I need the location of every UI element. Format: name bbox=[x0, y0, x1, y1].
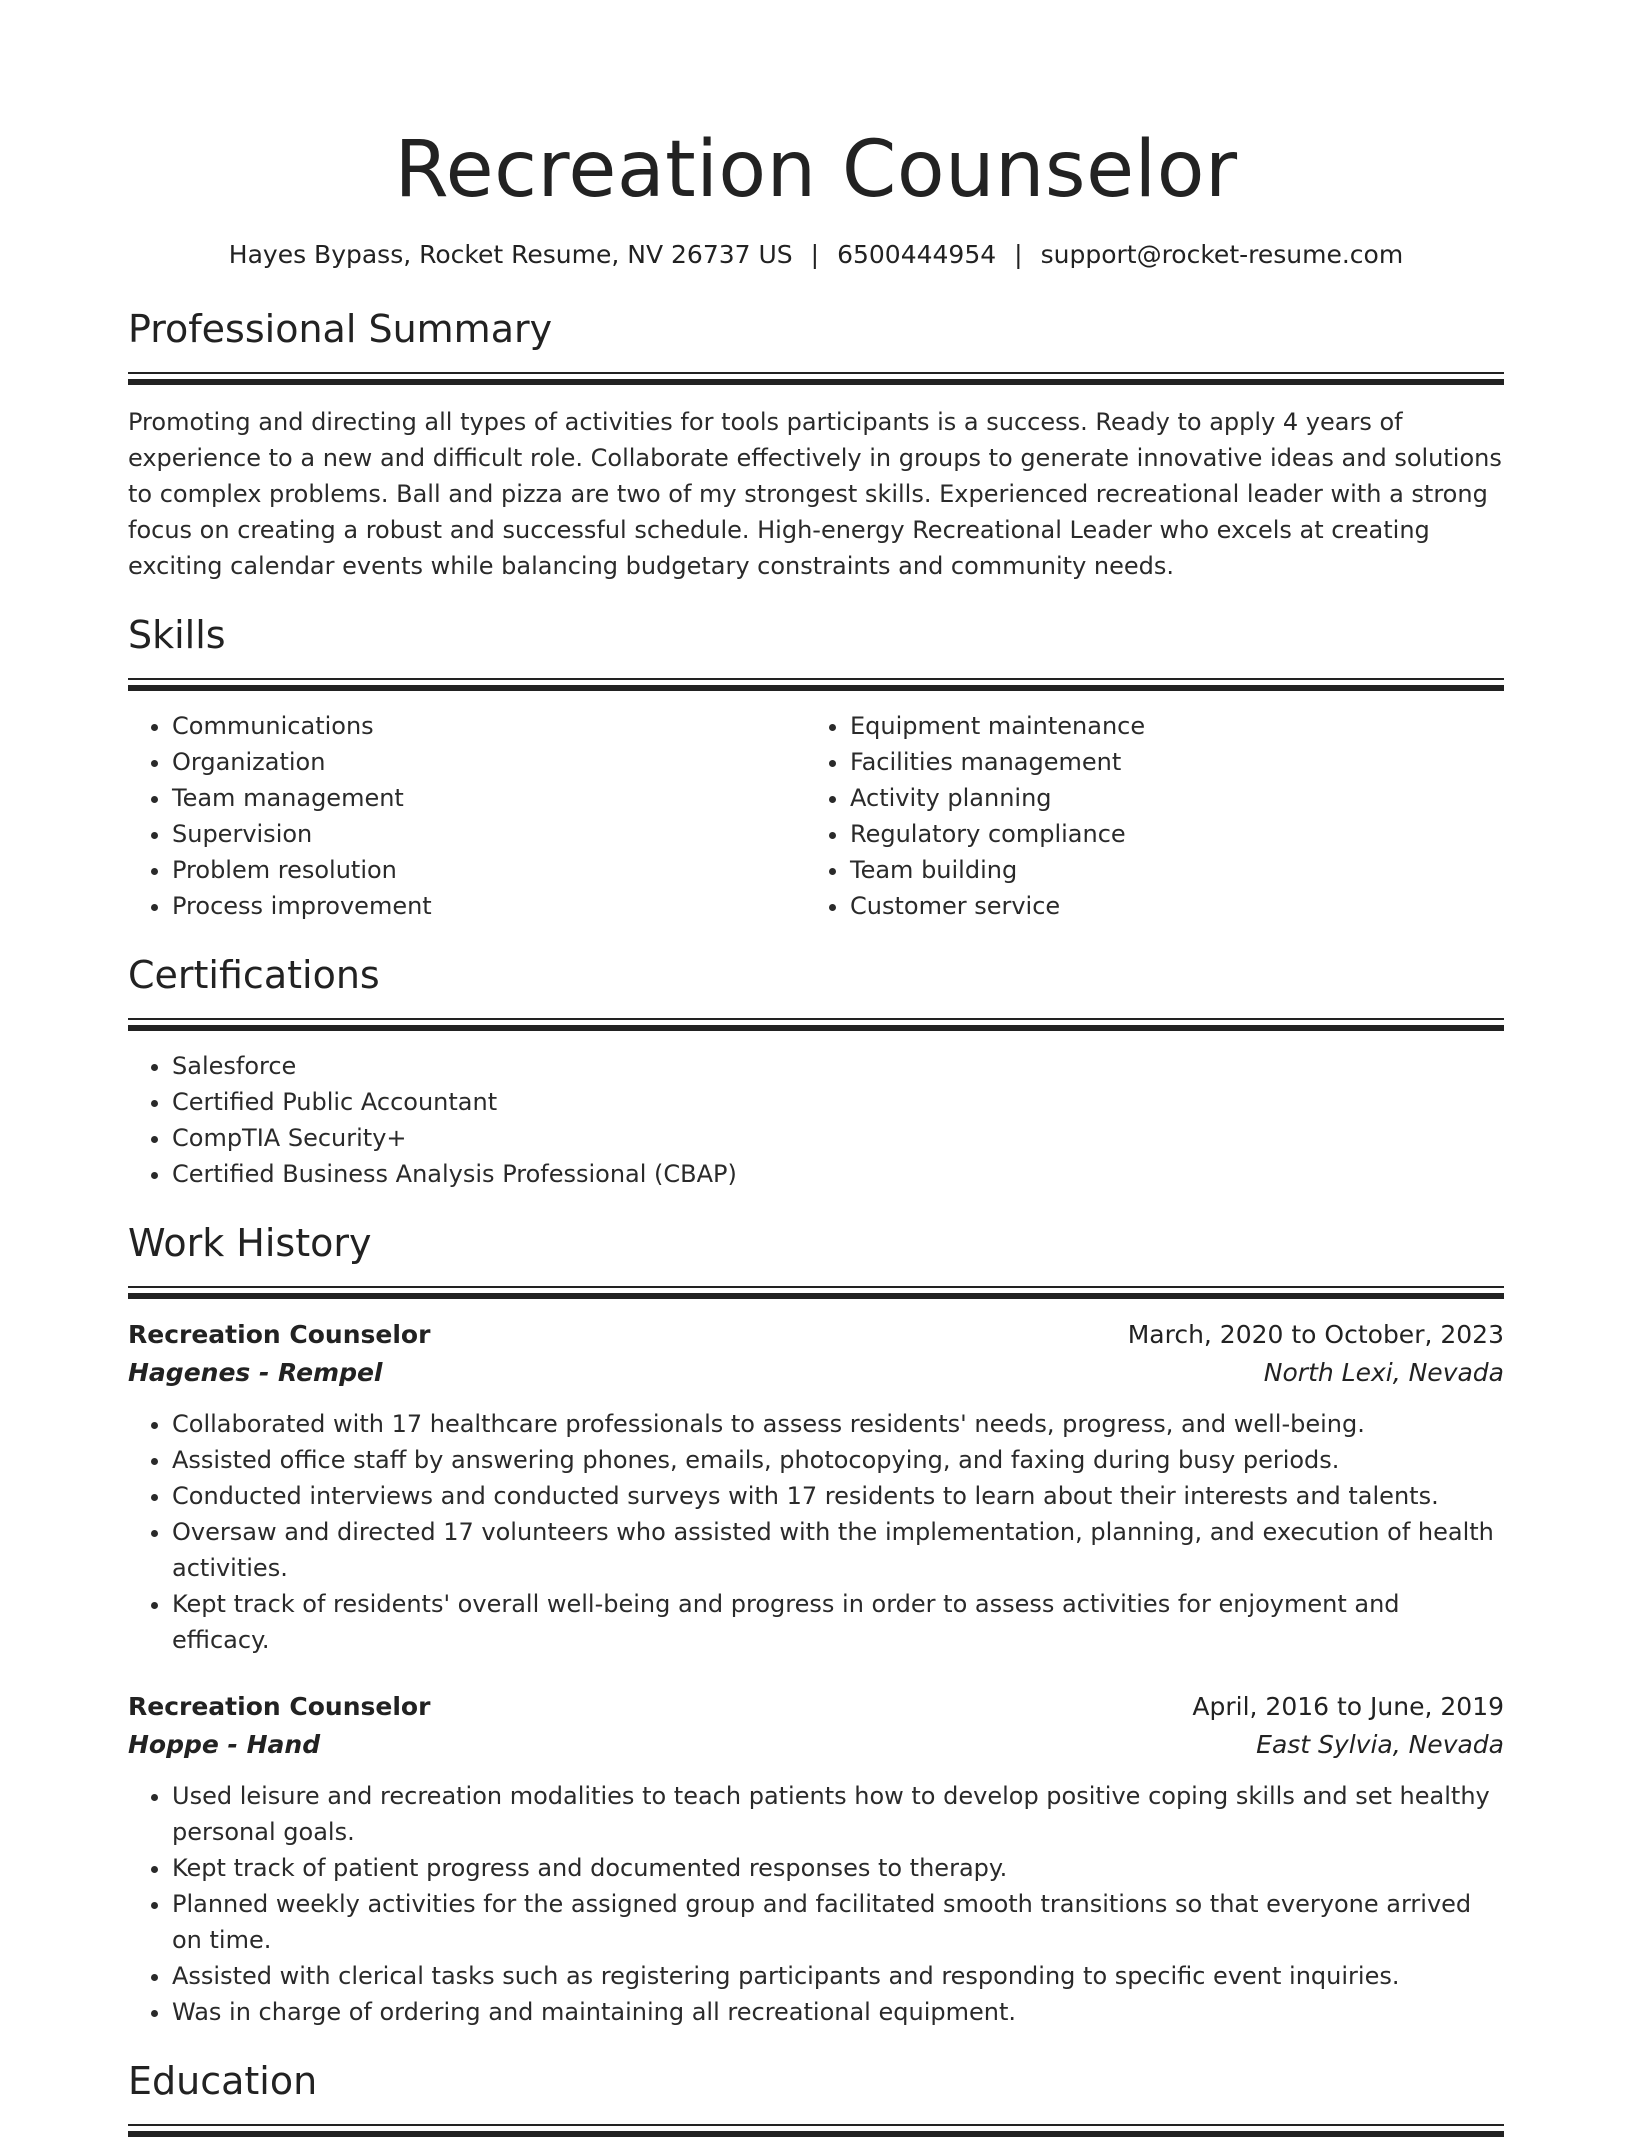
skills-column-left bbox=[128, 708, 806, 924]
job-company: Hoppe - Hand bbox=[128, 1730, 321, 1759]
skills-column-right bbox=[806, 708, 1484, 924]
skill-item: • Supervision bbox=[172, 816, 806, 852]
certification-item: • Certified Business Analysis Professional (CBAP) bbox=[172, 1156, 1504, 1192]
resume-title: Recreation Counselor bbox=[394, 125, 1238, 215]
job-header-row bbox=[128, 1316, 1504, 1354]
job-bullet: • Was in charge of ordering and maintaining all recreational equipment. bbox=[172, 1994, 1504, 2030]
contact-line bbox=[128, 238, 1504, 272]
job-bullet: • Kept track of residents' overall well-being and progress in order to assess activities for enjoyment and efficacy. bbox=[172, 1586, 1504, 1658]
job-dates: April, 2016 to June, 2019 bbox=[1192, 1692, 1504, 1721]
skill-item: • Customer service bbox=[850, 888, 1484, 924]
summary-text: Promoting and directing all types of activities for tools participants is a success. Ready to apply 4 years of experience to a new and difficult role. Collaborate effectively in groups to generate innovative ideas and solutions to complex problems. Ball and pizza are two of my strongest skills. Experienced recreational leader with a strong focus on creating a robust and successful schedule. High-energy Recreational Leader who excels at creating exciting calendar events while balancing budgetary constraints and community needs. bbox=[128, 408, 1502, 580]
certification-item: • CompTIA Security+ bbox=[172, 1120, 1504, 1156]
contact-phone: 6500444954 bbox=[837, 240, 997, 269]
job-bullet: • Kept track of patient progress and documented responses to therapy. bbox=[172, 1850, 1504, 1886]
resume-page bbox=[128, 0, 1504, 2138]
skill-item: • Problem resolution bbox=[172, 852, 806, 888]
section-divider bbox=[128, 2124, 1504, 2138]
job-title: Recreation Counselor bbox=[128, 1692, 431, 1721]
job-location: East Sylvia, Nevada bbox=[1256, 1730, 1504, 1759]
section-heading-education: Education bbox=[128, 2059, 318, 2103]
job-location: North Lexi, Nevada bbox=[1263, 1358, 1504, 1387]
section-divider bbox=[128, 1286, 1504, 1300]
skills-section bbox=[128, 610, 1504, 924]
job-bullet: • Used leisure and recreation modalities to teach patients how to develop positive coping skills and set healthy personal goals. bbox=[172, 1778, 1504, 1850]
certifications-section bbox=[128, 950, 1504, 1192]
skill-item: • Team management bbox=[172, 780, 806, 816]
work-history-section bbox=[128, 1218, 1504, 2030]
skills-columns bbox=[128, 708, 1504, 924]
section-divider bbox=[128, 678, 1504, 692]
education-section bbox=[128, 2056, 1504, 2138]
contact-separator: | bbox=[810, 240, 820, 269]
contact-address: Hayes Bypass, Rocket Resume, NV 26737 US bbox=[228, 240, 793, 269]
job-bullet: • Oversaw and directed 17 volunteers who assisted with the implementation, planning, and execution of health activities. bbox=[172, 1514, 1504, 1586]
skill-item: • Equipment maintenance bbox=[850, 708, 1484, 744]
section-divider bbox=[128, 1018, 1504, 1032]
job-title: Recreation Counselor bbox=[128, 1320, 431, 1349]
contact-email: support@rocket-resume.com bbox=[1040, 240, 1404, 269]
section-heading-summary: Professional Summary bbox=[128, 307, 553, 351]
job-bullet: • Assisted with clerical tasks such as registering participants and responding to specific event inquiries. bbox=[172, 1958, 1504, 1994]
skill-item: • Organization bbox=[172, 744, 806, 780]
section-heading-skills: Skills bbox=[128, 613, 226, 657]
skill-item: • Communications bbox=[172, 708, 806, 744]
job-bullet: • Collaborated with 17 healthcare professionals to assess residents' needs, progress, and well-being. bbox=[172, 1406, 1504, 1442]
job-entry bbox=[128, 1316, 1504, 1658]
skill-item: • Team building bbox=[850, 852, 1484, 888]
job-bullet: • Conducted interviews and conducted surveys with 17 residents to learn about their interests and talents. bbox=[172, 1478, 1504, 1514]
section-heading-work-history: Work History bbox=[128, 1221, 372, 1265]
job-company: Hagenes - Rempel bbox=[128, 1358, 383, 1387]
skill-item: • Activity planning bbox=[850, 780, 1484, 816]
skill-item: • Process improvement bbox=[172, 888, 806, 924]
section-heading-certifications: Certifications bbox=[128, 953, 380, 997]
summary-section bbox=[128, 304, 1504, 584]
job-bullet: • Assisted office staff by answering phones, emails, photocopying, and faxing during busy periods. bbox=[172, 1442, 1504, 1478]
section-divider bbox=[128, 372, 1504, 386]
contact-separator: | bbox=[1014, 240, 1023, 269]
job-bullet: • Planned weekly activities for the assigned group and facilitated smooth transitions so that everyone arrived on time. bbox=[172, 1886, 1504, 1958]
certification-item: • Certified Public Accountant bbox=[172, 1084, 1504, 1120]
certification-item: • Salesforce bbox=[172, 1048, 1504, 1084]
job-entry bbox=[128, 1688, 1504, 2030]
skill-item: • Regulatory compliance bbox=[850, 816, 1484, 852]
job-company-row bbox=[128, 1726, 1504, 1764]
job-company-row bbox=[128, 1354, 1504, 1392]
job-header-row bbox=[128, 1688, 1504, 1726]
skill-item: • Facilities management bbox=[850, 744, 1484, 780]
job-dates: March, 2020 to October, 2023 bbox=[1127, 1320, 1504, 1349]
